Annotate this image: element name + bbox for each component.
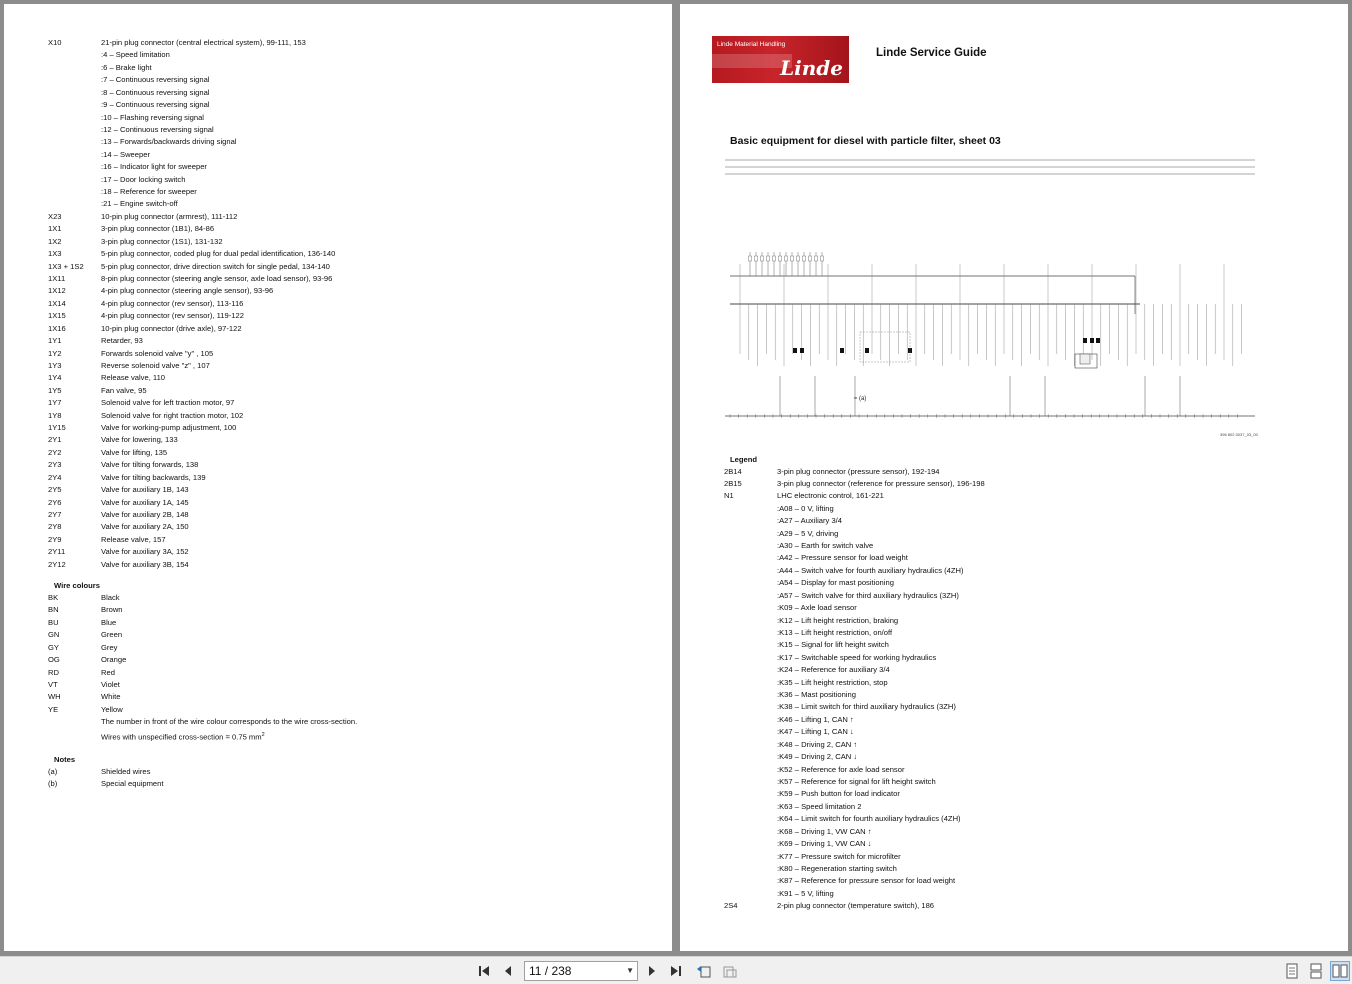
first-page-button[interactable] (474, 961, 494, 981)
entry-value: Valve for auxiliary 3B, 154 (101, 559, 189, 569)
terminal-block (865, 348, 869, 353)
entry-key: BK (48, 593, 59, 602)
entry-value: The number in front of the wire colour corresponds to the wire cross-section. (101, 717, 358, 727)
entry-value: Red (101, 667, 115, 677)
entry-value: :4 – Speed limitation (101, 50, 170, 60)
legend-heading: Legend (730, 455, 758, 464)
entry-value: :A27 – Auxiliary 3/4 (777, 516, 843, 526)
entry-key: 1X14 (48, 298, 66, 308)
entry-value: Valve for working-pump adjustment, 100 (101, 423, 237, 433)
fuse (797, 256, 800, 261)
entry-value: :K57 – Reference for signal for lift height switch (777, 777, 936, 786)
entry-value: 3-pin plug connector (1B1), 84-86 (101, 224, 215, 234)
entry-value: :K48 – Driving 2, CAN ↑ (777, 739, 858, 749)
next-page-button[interactable] (642, 961, 662, 981)
previous-page-button[interactable] (498, 961, 518, 981)
entry-value: :16 – Indicator light for sweeper (101, 162, 207, 172)
entry-key: 1X16 (48, 323, 66, 333)
component-frame (860, 332, 910, 362)
continuous-page-icon (1309, 963, 1323, 979)
entry-key: 2Y7 (48, 509, 62, 519)
terminal-block (1096, 338, 1100, 343)
entry-key: VT (48, 679, 58, 689)
entry-value: :A29 – 5 V, driving (777, 528, 839, 538)
entry-value: :K64 – Limit switch for fourth auxiliary hydraulics (4ZH) (777, 814, 961, 824)
entry-key: 1Y5 (48, 385, 62, 395)
entry-key: 2Y9 (48, 534, 62, 544)
entry-key: BN (48, 605, 59, 615)
terminal-block (800, 348, 804, 353)
entry-value: 8-pin plug connector (steering angle sensor, axle load sensor), 93-96 (101, 273, 333, 283)
entry-key: 1Y2 (48, 348, 62, 358)
logo-subtitle: Linde Material Handling (717, 41, 786, 48)
entry-value: :K91 – 5 V, lifting (777, 888, 834, 898)
entry-value: 4-pin plug connector (rev sensor), 113-116 (101, 298, 244, 308)
facing-pages-view-button[interactable] (1330, 961, 1350, 981)
wire-note-superscript: 2 (261, 731, 265, 738)
entry-value: Solenoid valve for right traction motor, 102 (101, 410, 244, 420)
entry-value: :10 – Flashing reversing signal (101, 112, 204, 122)
wire-colours-heading: Wire colours (54, 581, 100, 590)
entry-value: Shielded wires (101, 767, 151, 776)
fuse (809, 256, 812, 261)
single-page-view-button[interactable] (1282, 961, 1302, 981)
entry-value: White (101, 692, 121, 702)
fuse (767, 256, 770, 261)
entry-value: Valve for tilting backwards, 139 (101, 472, 206, 482)
entry-key: 2Y1 (48, 435, 62, 445)
entry-value: :A30 – Earth for switch valve (777, 541, 874, 551)
terminal-block (1083, 338, 1087, 343)
chevron-down-icon: ▼ (626, 966, 634, 975)
entry-key: GN (48, 630, 60, 640)
entry-value: :7 – Continuous reversing signal (101, 75, 210, 85)
entry-value: :K12 – Lift height restriction, braking (777, 615, 899, 625)
wire-note-text: Wires with unspecified cross-section = 0.75 $mm^2$ (101, 731, 265, 742)
entry-value: 4-pin plug connector (steering angle sensor), 93-96 (101, 286, 274, 296)
fuse (821, 256, 824, 261)
entry-value: Blue (101, 617, 117, 627)
document-page-right (680, 4, 1348, 951)
entry-value: Forwards solenoid valve "y" , 105 (101, 348, 214, 358)
entry-value: :A54 – Display for mast positioning (777, 578, 894, 588)
entry-key: RD (48, 667, 59, 677)
entry-value: :K35 – Lift height restriction, stop (777, 677, 888, 687)
forward-view-button[interactable] (720, 961, 740, 981)
sheet-title: Basic equipment for diesel with particle filter, sheet 03 (730, 135, 1001, 147)
entry-key: WH (48, 692, 61, 702)
next-page-icon (645, 964, 659, 978)
entry-key: 1Y3 (48, 360, 62, 370)
logo-brand: Linde (780, 56, 843, 80)
fuse (791, 256, 794, 261)
page-indicator: 11 / 238 (529, 964, 572, 978)
entry-key: 1X11 (48, 273, 66, 283)
fuse (755, 256, 758, 261)
entry-value: Valve for auxiliary 1A, 145 (101, 497, 189, 507)
entry-key: 2S4 (724, 901, 738, 911)
entry-key: YE (48, 704, 59, 714)
entry-value: 10-pin plug connector (armrest), 111-112 (101, 211, 238, 221)
back-view-icon (696, 963, 712, 979)
entry-key: 2Y3 (48, 460, 62, 470)
notes-heading: Notes (54, 755, 76, 764)
entry-value: :K38 – Limit switch for third auxiliary hydraulics (3ZH) (777, 702, 956, 712)
entry-value: :K63 – Speed limitation 2 (777, 801, 862, 811)
entry-key: 2Y12 (48, 559, 66, 569)
entry-key: 1X1 (48, 224, 62, 234)
entry-key: 2Y4 (48, 472, 62, 482)
entry-key: 1X2 (48, 236, 62, 246)
entry-value: Fan valve, 95 (101, 385, 147, 395)
entry-key: 2Y11 (48, 547, 66, 557)
entry-value: 21-pin plug connector (central electrical system), 99-111, 153 (101, 38, 306, 47)
fuse (749, 256, 752, 261)
entry-value: Retarder, 93 (101, 336, 143, 346)
entry-key: (a) (48, 767, 58, 776)
entry-value: :K49 – Driving 2, CAN ↓ (777, 752, 858, 762)
terminal-block (793, 348, 797, 353)
entry-value: Valve for auxiliary 1B, 143 (101, 485, 189, 495)
entry-value: Solenoid valve for left traction motor, 97 (101, 398, 235, 408)
entry-key: BU (48, 617, 59, 627)
entry-key: (b) (48, 779, 58, 789)
entry-key: 1X12 (48, 286, 66, 296)
entry-value: 5-pin plug connector, coded plug for dual pedal identification, 136-140 (101, 249, 336, 259)
entry-value: :K09 – Axle load sensor (777, 603, 857, 613)
entry-value: :K17 – Switchable speed for working hydraulics (777, 652, 937, 662)
entry-value: :K80 – Regeneration starting switch (777, 863, 897, 873)
entry-value: Brown (101, 605, 123, 615)
entry-key: X10 (48, 38, 62, 47)
last-page-button[interactable] (666, 961, 686, 981)
fuse (773, 256, 776, 261)
entry-value: :K15 – Signal for lift height switch (777, 640, 889, 650)
entry-key: 2Y2 (48, 447, 62, 457)
entry-key: 2Y6 (48, 497, 62, 507)
entry-value: 3-pin plug connector (pressure sensor), 192-194 (777, 466, 940, 476)
entry-value: Valve for tilting forwards, 138 (101, 460, 199, 470)
entry-key: 1X3 (48, 249, 62, 259)
entry-key: 1Y1 (48, 336, 62, 346)
entry-value: :9 – Continuous reversing signal (101, 100, 210, 110)
entry-value: Release valve, 110 (101, 373, 166, 383)
entry-value: :K13 – Lift height restriction, on/off (777, 627, 893, 637)
page-number-select[interactable] (524, 961, 638, 981)
entry-value: :A44 – Switch valve for fourth auxiliary hydraulics (4ZH) (777, 565, 964, 575)
fuse (803, 256, 806, 261)
entry-value: :13 – Forwards/backwards driving signal (101, 137, 237, 147)
entry-value: :18 – Reference for sweeper (101, 187, 197, 197)
last-page-icon (669, 964, 683, 978)
entry-value: :K59 – Push button for load indicator (777, 789, 900, 799)
entry-value: 4-pin plug connector (rev sensor), 119-122 (101, 311, 244, 321)
wiring-diagram (720, 154, 1260, 439)
entry-value: :14 – Sweeper (101, 149, 150, 159)
entry-value: Orange (101, 655, 127, 665)
entry-value: :K87 – Reference for pressure sensor for load weight (777, 876, 956, 886)
entry-key: 1X3 + 1S2 (48, 261, 84, 271)
fuse (785, 256, 788, 261)
fuse (815, 256, 818, 261)
diagram-reference: 396 802 0037_03_00 (1220, 432, 1258, 437)
entry-value: 5-pin plug connector, drive direction switch for single pedal, 134-140 (101, 261, 330, 271)
entry-value: Green (101, 630, 123, 640)
entry-value: Valve for auxiliary 2B, 148 (101, 509, 189, 519)
entry-key: 1Y8 (48, 410, 62, 420)
guide-title: Linde Service Guide (876, 47, 987, 59)
entry-value: :17 – Door locking switch (101, 174, 186, 184)
entry-value: :K47 – Lifting 1, CAN ↓ (777, 727, 854, 737)
viewer-toolbar (0, 956, 1352, 984)
entry-value: :K69 – Driving 1, VW CAN ↓ (777, 839, 872, 849)
entry-key: 2B14 (724, 466, 742, 476)
entry-key: 1X15 (48, 311, 66, 321)
entry-value: 3-pin plug connector (reference for pressure sensor), 196-198 (777, 478, 985, 488)
entry-value: Black (101, 593, 120, 602)
entry-key: 1Y15 (48, 423, 66, 433)
back-view-button[interactable] (694, 961, 714, 981)
entry-value: :K46 – Lifting 1, CAN ↑ (777, 714, 854, 724)
previous-page-icon (501, 964, 515, 978)
document-page-left (4, 4, 672, 951)
entry-value: 10-pin plug connector (drive axle), 97-122 (101, 323, 242, 333)
entry-value: :8 – Continuous reversing signal (101, 87, 210, 97)
entry-value: :K36 – Mast positioning (777, 690, 856, 700)
linde-logo (712, 36, 849, 83)
entry-value: :K77 – Pressure switch for microfilter (777, 851, 901, 861)
entry-key: 2Y5 (48, 485, 62, 495)
entry-value: 3-pin plug connector (1S1), 131-132 (101, 236, 223, 246)
entry-value: :21 – Engine switch-off (101, 199, 178, 209)
first-page-icon (477, 964, 491, 978)
entry-value: 2-pin plug connector (temperature switch), 186 (777, 901, 935, 911)
entry-value: Special equipment (101, 779, 164, 789)
entry-value: Violet (101, 679, 120, 689)
entry-key: OG (48, 655, 60, 665)
entry-value: :K68 – Driving 1, VW CAN ↑ (777, 826, 872, 836)
entry-key: N1 (724, 491, 734, 501)
entry-value: :6 – Brake light (101, 62, 152, 72)
entry-key: 1Y7 (48, 398, 62, 408)
entry-value: :A42 – Pressure sensor for load weight (777, 553, 908, 563)
relay-coil (1080, 354, 1090, 364)
entry-key: 2Y8 (48, 522, 62, 532)
entry-value: Yellow (101, 704, 123, 714)
fuse (761, 256, 764, 261)
entry-key: 2B15 (724, 478, 742, 488)
entry-value: Valve for lowering, 133 (101, 435, 178, 445)
entry-value: :A57 – Switch valve for third auxiliary hydraulics (3ZH) (777, 590, 959, 600)
entry-value: :12 – Continuous reversing signal (101, 124, 214, 134)
entry-key: 1Y4 (48, 373, 62, 383)
entry-value: :A08 – 0 V, lifting (777, 503, 834, 513)
entry-value: LHC electronic control, 161-221 (777, 491, 884, 501)
entry-value: Reverse solenoid valve "z" , 107 (101, 360, 210, 370)
entry-key: X23 (48, 211, 62, 221)
entry-value: :K24 – Reference for auxiliary 3/4 (777, 665, 890, 675)
facing-pages-icon (1332, 963, 1348, 979)
single-page-icon (1285, 963, 1299, 979)
entry-value: Release valve, 157 (101, 534, 166, 544)
terminal-block (840, 348, 844, 353)
continuous-view-button[interactable] (1306, 961, 1326, 981)
terminal-block (1090, 338, 1094, 343)
entry-value: Grey (101, 642, 118, 652)
entry-value: Valve for auxiliary 2A, 150 (101, 522, 189, 532)
entry-value: :K52 – Reference for axle load sensor (777, 764, 905, 774)
entry-value: Valve for auxiliary 3A, 152 (101, 547, 189, 557)
entry-key: GY (48, 642, 59, 652)
entry-value: Valve for lifting, 135 (101, 447, 168, 457)
forward-view-icon (722, 963, 738, 979)
shielded-wire-label: ≈ (a) (854, 396, 867, 402)
fuse (779, 256, 782, 261)
